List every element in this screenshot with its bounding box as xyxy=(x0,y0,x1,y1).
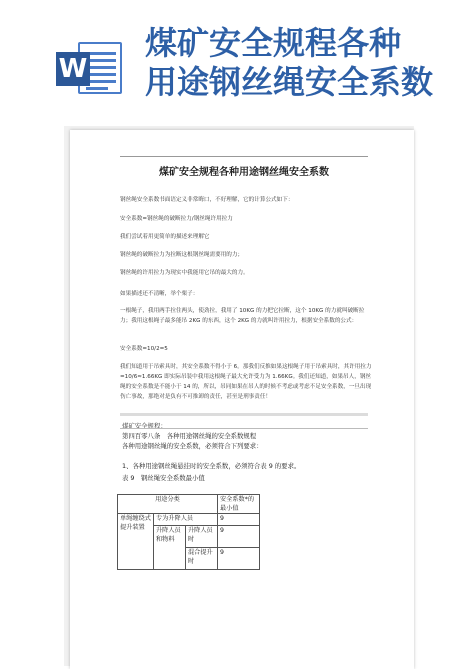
word-icon xyxy=(56,38,126,94)
table-row xyxy=(118,514,260,526)
table-cell: 9 xyxy=(218,548,260,570)
rules-heading: 煤矿安全规程： xyxy=(122,422,167,430)
table-cell: 升降人员和物料 xyxy=(154,526,186,570)
word-badge: W xyxy=(56,52,90,86)
paragraph: 钢丝绳的破断拉力为拉断这根钢丝绳需要用的力； xyxy=(120,252,244,258)
table-cell: 升降人员时 xyxy=(186,526,218,548)
rules-line: 第四百零八条 各种用途钢丝绳的安全系数规程 xyxy=(122,432,257,440)
table-cell: 专为升降人员 xyxy=(154,514,218,526)
table-cell: 9 xyxy=(218,514,260,526)
paragraph: 我们知道用于吊索具时，其安全系数不得小于 6。那我们反推如果这根绳子用于吊索具时，其许用拉力=10/6≈1.66KG 即实际吊装中我用这根绳子最大允许受力为 1.66KG。我们还知道，如果吊人，钢丝绳的安全系数是不能小于 14 的，所以，吊同如果在吊人的时候不考虑或考虑不足安全系数，一旦出现伤亡事故，那绝对是负有不可推卸的责任，甚至是刑事责任！ xyxy=(120,364,372,400)
banner-title-line-1: 煤矿安全规程各种 xyxy=(145,24,402,62)
paragraph: 如果描述还不清晰，举个栗子： xyxy=(120,291,199,297)
section-divider xyxy=(120,413,368,416)
table-header-factor: 安全系数*的最小值 xyxy=(218,495,260,514)
paragraph: 钢丝绳的许用拉力为现实中我能用它吊的最大的力。 xyxy=(120,270,249,276)
table-cell: 9 xyxy=(218,526,260,548)
table-row xyxy=(118,495,260,514)
paragraph: 安全系数=10/2=5 xyxy=(120,346,168,352)
paragraph: 安全系数=钢丝绳的破断拉力/钢丝绳许用拉力 xyxy=(120,216,233,222)
paragraph: 一根绳子，我用两手拉住两头，使劲拉，我用了 10KG 的力把它拉断，这个 10KG 的力就叫破断拉力；我用这根绳子最多能吊 2KG 的东西，这个 2KG 的力就叫许用拉力，根据安全系数的公式： xyxy=(120,308,365,324)
banner-title xyxy=(145,24,465,102)
safety-factor-table xyxy=(117,494,260,570)
document-title: 煤矿安全规程各种用途钢丝绳安全系数 xyxy=(159,167,329,178)
paragraph: 我们尝试着用更简单的描述来理解它 xyxy=(120,234,210,240)
table-cell: 混合提升时 xyxy=(186,548,218,570)
rules-line: 1、各种用途钢丝绳悬挂时的安全系数，必须符合表 9 的要求。 xyxy=(122,462,301,470)
table-header-use: 用途分类 xyxy=(118,495,218,514)
table-group-label: 单绳缠绕式提升装置 xyxy=(118,514,154,570)
rules-line: 表 9 钢丝绳安全系数最小值 xyxy=(122,474,205,482)
header-rule xyxy=(120,156,368,157)
rules-line: 各种用途钢丝绳的安全系数，必须符合下列要求： xyxy=(122,442,263,450)
paragraph: 钢丝绳安全系数书面语定义非常晦口，不好理解，它的计算公式如下： xyxy=(120,197,294,203)
banner-title-line-2: 用途钢丝绳安全系数 xyxy=(145,63,434,101)
banner xyxy=(0,0,474,125)
